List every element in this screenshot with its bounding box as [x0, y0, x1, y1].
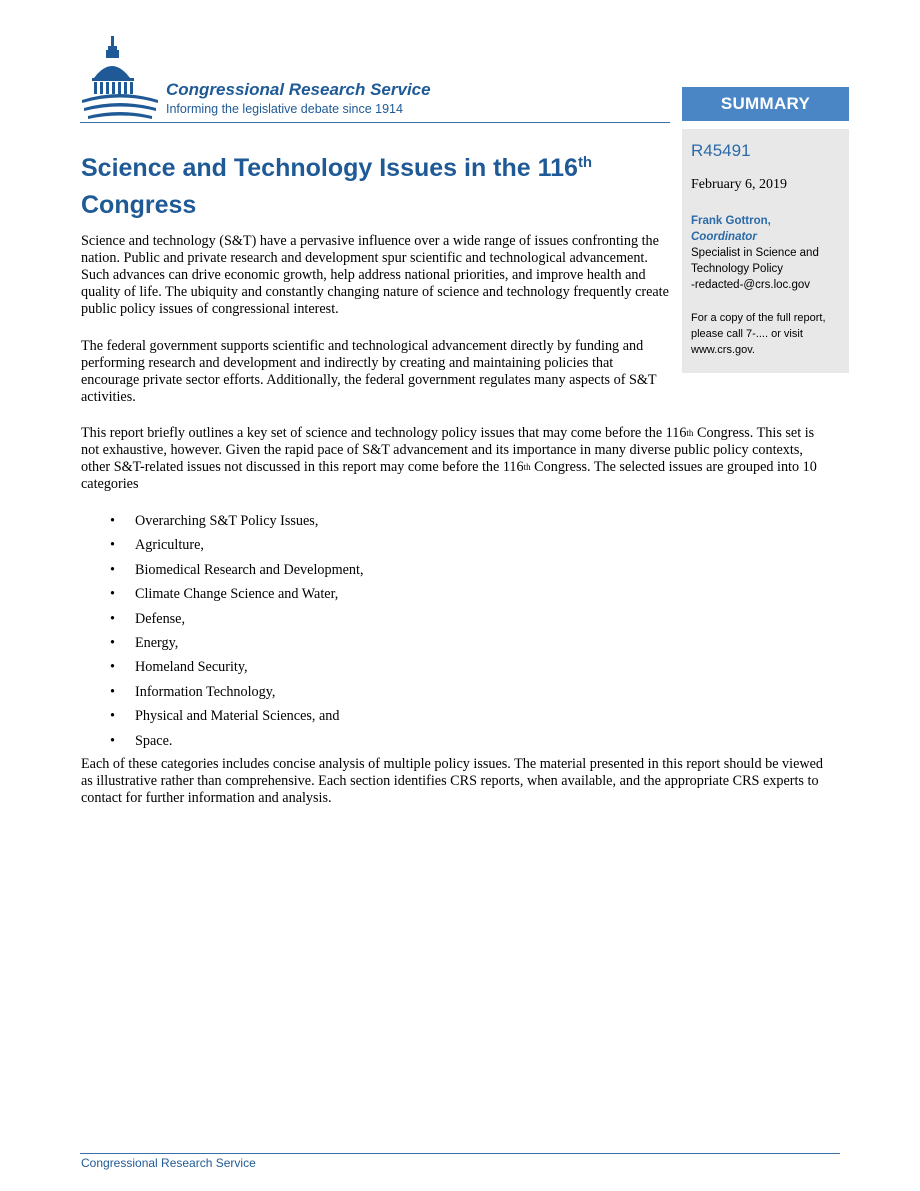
list-item-text: Climate Change Science and Water, [135, 586, 339, 603]
para3-part-a: This report briefly outlines a key set of science and technology policy issues that may come before the 116 [81, 425, 687, 441]
title-superscript: th [577, 154, 593, 171]
list-item [81, 513, 364, 530]
org-name: Congressional Research Service [166, 80, 431, 99]
list-item [81, 733, 364, 750]
bullet-icon: • [110, 537, 115, 554]
list-item [81, 611, 364, 628]
author-name: Frank Gottron, [691, 215, 771, 227]
para3-part-b: Congress. This set is not exhaustive, however. Given the rapid pace of S&T advancement and its importance in many diverse public policy contexts, other S&T-related issues not discussed in this report may come before the 116 [81, 425, 815, 475]
list-item-text: Homeland Security, [135, 659, 248, 676]
list-item [81, 586, 364, 603]
list-item [81, 537, 364, 554]
header-divider [80, 122, 670, 123]
author-role: Coordinator [691, 231, 757, 243]
title-end: Congress [81, 191, 197, 219]
paragraph-closing: Each of these categories includes concise analysis of multiple policy issues. The material presented in this report should be viewed as illustrative rather than comprehensive. Each section identifies CRS reports, when available, and the appropriate CRS experts to contact for further information and analysis. [81, 756, 824, 806]
para3-sup-2: th [523, 462, 531, 472]
list-item-text: Physical and Material Sciences, and [135, 708, 340, 725]
list-item [81, 659, 364, 676]
capitol-dome-icon [80, 34, 160, 124]
bullet-icon: • [110, 683, 115, 700]
summary-tab: SUMMARY [682, 87, 849, 121]
report-date: February 6, 2019 [691, 177, 788, 192]
paragraph-intro: Science and technology (S&T) have a pervasive influence over a wide range of issues confronting the nation. Public and private research and development spur scientific and technological advancement. Such advances can drive economic growth, help address national priorities, and improve health and quality of life. The ubiquity and constantly changing nature of science and technology frequently create public policy issues of congressional interest. [81, 233, 669, 317]
list-item [81, 635, 364, 652]
org-tagline: Informing the legislative debate since 1914 [166, 102, 403, 116]
list-item-text: Overarching S&T Policy Issues, [135, 513, 319, 529]
summary-sidebar [682, 129, 849, 373]
footer-text: Congressional Research Service [81, 1156, 256, 1170]
list-item-text: Agriculture, [135, 537, 204, 554]
author-email[interactable]: -redacted-@crs.loc.gov [691, 279, 811, 291]
title-main: Science and Technology Issues in the 116 [81, 154, 578, 182]
bullet-icon: • [110, 561, 115, 578]
paragraph-federal-support: The federal government supports scientific and technological advancement directly by funding and performing research and development and indirectly by creating and maintaining policies that encourage private sector efforts. Additionally, the federal government regulates many aspects of S&T activities. [81, 338, 657, 405]
list-item-text: Information Technology, [135, 683, 276, 700]
crs-logo [80, 34, 480, 124]
para3-sup-1: th [686, 428, 694, 438]
copy-note: For a copy of the full report, please call 7-.... or visit www.crs.gov. [691, 312, 826, 356]
list-item-text: Defense, [135, 610, 186, 627]
para3-part-c: Congress. The selected issues are grouped into 10 categories [81, 459, 817, 492]
list-item [81, 684, 364, 701]
report-number: R45491 [691, 141, 751, 160]
list-item [81, 562, 364, 579]
bullet-icon: • [110, 610, 115, 627]
list-item [81, 708, 364, 725]
author-title: Specialist in Science and Technology Policy [691, 247, 819, 275]
page-title [81, 150, 661, 224]
category-list [81, 513, 364, 757]
list-item-text: Energy, [135, 634, 179, 651]
bullet-icon: • [110, 513, 115, 529]
paragraph-report-outline [81, 425, 831, 493]
bullet-icon: • [110, 659, 115, 676]
bullet-icon: • [110, 732, 115, 749]
bullet-icon: • [110, 586, 115, 603]
list-item-text: Space. [135, 732, 173, 749]
bullet-icon: • [110, 708, 115, 725]
bullet-icon: • [110, 634, 115, 651]
list-item-text: Biomedical Research and Development, [135, 561, 364, 578]
footer-divider [80, 1153, 840, 1154]
